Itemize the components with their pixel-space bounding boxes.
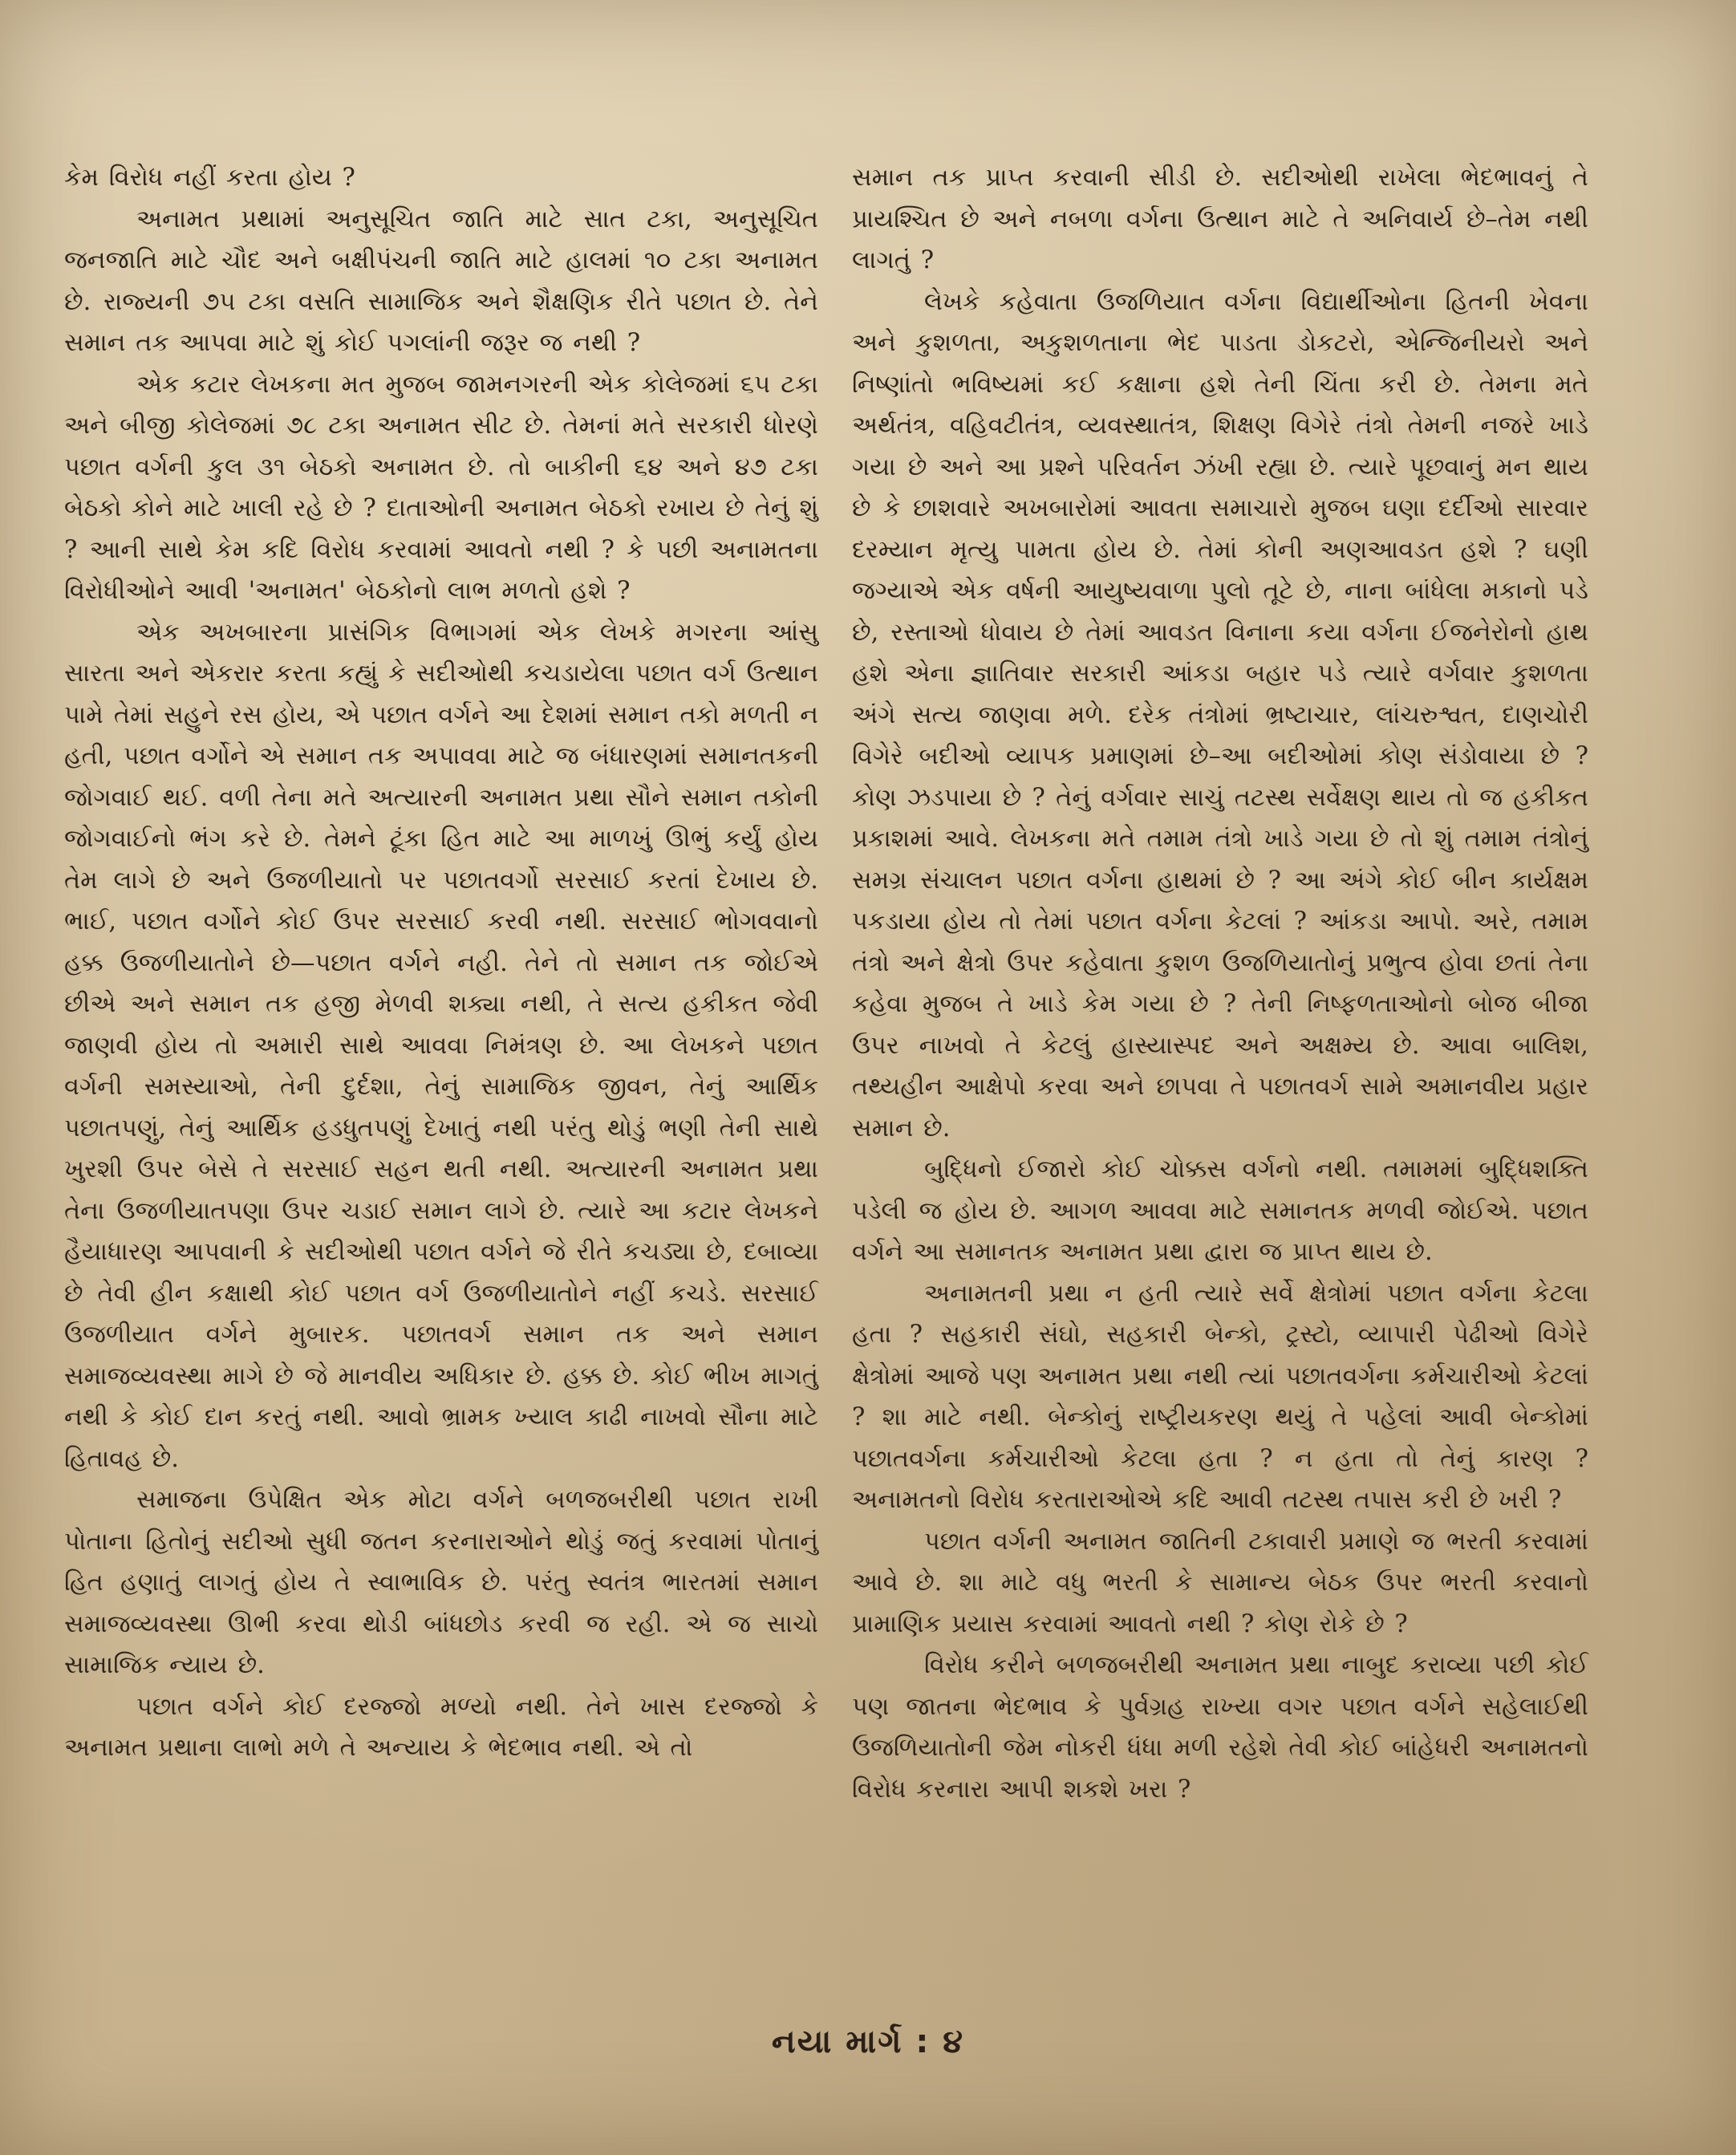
- paragraph: એક કટાર લેખકના મત મુજબ જામનગરની એક કોલેજમાં ૬૫ ટકા અને બીજી કોલેજમાં ૭૮ ટકા અનામત સીટ છે. તેમનાં મતે સરકારી ધોરણે પછાત વર્ગની કુલ ૩૧ બેઠકો અનામત છે. તો બાકીની ૬૪ અને ૪૭ ટકા બેઠકો કોને માટે ખાલી રહે છે ? દાતાઓની અનામત બેઠકો રખાય છે તેનું શું ? આની સાથે કેમ કદિ વિરોધ કરવામાં આવતો નથી ? કે પછી અનામતના વિરોધીઓને આવી 'અનામત' બેઠકોનો લાભ મળતો હશે ?: [64, 370, 818, 605]
- paragraph: એક અખબારના પ્રાસંગિક વિભાગમાં એક લેખકે મગરના આંસુ સારતા અને એકરાર કરતા કહ્યું કે સદીઓથી કચડાયેલા પછાત વર્ગ ઉત્થાન પામે તેમાં સહુને રસ હોય, એ પછાત વર્ગને આ દેશમાં સમાન તકો મળતી ન હતી, પછાત વર્ગોને એ સમાન તક અપાવવા માટે જ બંધારણમાં સમાનતકની જોગવાઈ થઈ. વળી તેના મતે અત્યારની અનામત પ્રથા સૌને સમાન તકોની જોગવાઈનો ભંગ કરે છે. તેમને ટૂંકા હિત માટે આ માળખું ઊભું કર્યું હોય તેમ લાગે છે અને ઉજળીયાતો પર પછાતવર્ગો સરસાઈ કરતાં દેખાય છે. ભાઈ, પછાત વર્ગોને કોઈ ઉપર સરસાઈ કરવી નથી. સરસાઈ ભોગવવાનો હક્ક ઉજળીયાતોને છે—પછાત વર્ગને નહી. તેને તો સમાન તક જોઈએ છીએ અને સમાન તક હજી મેળવી શક્યા નથી, તે સત્ય હકીકત જેવી જાણવી હોય તો અમારી સાથે આવવા નિમંત્રણ છે. આ લેખકને પછાત વર્ગની સમસ્યાઓ, તેની દુર્દશા, તેનું સામાજિક જીવન, તેનું આર્થિક પછાતપણું, તેનું આર્થિક હડધુતપણું દેખાતું નથી પરંતુ થોડું ભણી તેની સાથે ખુરશી ઉપર બેસે તે સરસાઈ સહન થતી નથી. અત્યારની અનામત પ્રથા તેના ઉજળીયાતપણા ઉપર ચડાઈ સમાન લાગે છે. ત્યારે આ કટાર લેખકને હૈયાધારણ આપવાની કે સદીઓથી પછાત વર્ગને જે રીતે કચડ્યા છે, દબાવ્યા છે તેવી હીન કક્ષાથી કોઈ પછાત વર્ગ ઉજળીયાતોને નહીં કચડે. સરસાઈ ઉજળીયાત વર્ગને મુબારક. પછાતવર્ગ સમાન તક અને સમાન સમાજવ્યવસ્થા માગે છે જે માનવીય અધિકાર છે. હક્ક છે. કોઈ ભીખ માગતું નથી કે કોઈ દાન કરતું નથી. આવો ભ્રામક ખ્યાલ કાઢી નાખવો સૌના માટે હિતાવહ છે.: [64, 618, 818, 1473]
- page-footer: નયા માર્ગ : ૪: [771, 2023, 965, 2060]
- paragraph: અનામતની પ્રથા ન હતી ત્યારે સર્વે ક્ષેત્રોમાં પછાત વર્ગના કેટલા હતા ? સહકારી સંઘો, સહકારી બેન્કો, ટ્રસ્ટો, વ્યાપારી પેઢીઓ વિગેરે ક્ષેત્રોમાં આજે પણ અનામત પ્રથા નથી ત્યાં પછાતવર્ગના કર્મચારીઓ કેટલાં ? શા માટે નથી. બેન્કોનું રાષ્ટ્રીયકરણ થયું તે પહેલાં આવી બેન્કોમાં પછાતવર્ગના કર્મચારીઓ કેટલા હતા ? ન હતા તો તેનું કારણ ? અનામતનો વિરોધ કરતારાઓએ કદિ આવી તટસ્થ તપાસ કરી છે ખરી ?: [852, 1279, 1588, 1514]
- right-column: [852, 157, 1588, 1810]
- paragraph: વિરોધ કરીને બળજબરીથી અનામત પ્રથા નાબુદ કરાવ્યા પછી કોઈ પણ જાતના ભેદભાવ કે પુર્વગ્રહ રાખ્યા વગર પછાત વર્ગને સહેલાઈથી ઉજળિયાતોની જેમ નોકરી ધંધા મળી રહેશે તેવી કોઈ બાંહેધરી અનામતનો વિરોધ કરનારા આપી શકશે ખરા ?: [852, 1651, 1588, 1804]
- paragraph: પછાત વર્ગની અનામત જાતિની ટકાવારી પ્રમાણે જ ભરતી કરવામાં આવે છે. શા માટે વધુ ભરતી કે સામાન્ય બેઠક ઉપર ભરતી કરવાનો પ્રામાણિક પ્રયાસ કરવામાં આવતો નથી ? કોણ રોકે છે ?: [852, 1527, 1588, 1638]
- paragraph: બુદ્ધિનો ઈજારો કોઈ ચોક્કસ વર્ગનો નથી. તમામમાં બુદ્ધિશક્તિ પડેલી જ હોય છે. આગળ આવવા માટે સમાનતક મળવી જોઈએ. પછાત વર્ગને આ સમાનતક અનામત પ્રથા દ્વારા જ પ્રાપ્ત થાય છે.: [852, 1155, 1588, 1266]
- paragraph: સમાજના ઉપેક્ષિત એક મોટા વર્ગને બળજબરીથી પછાત રાખી પોતાના હિતોનું સદીઓ સુધી જતન કરનારાઓને થોડું જતું કરવામાં પોતાનું હિત હણાતું લાગતું હોય તે સ્વાભાવિક છે. પરંતુ સ્વતંત્ર ભારતમાં સમાન સમાજવ્યવસ્થા ઊભી કરવા થોડી બાંધછોડ કરવી જ રહી. એ જ સાચો સામાજિક ન્યાય છે.: [64, 1486, 818, 1679]
- paragraph: કેમ વિરોધ નહીં કરતા હોય ?: [64, 164, 355, 192]
- paragraph: પછાત વર્ગને કોઈ દરજ્જો મળ્યો નથી. તેને ખાસ દરજ્જો કે અનામત પ્રથાના લાભો મળે તે અન્યાય કે ભેદભાવ નથી. એ તો: [64, 1692, 818, 1762]
- paragraph: અનામત પ્રથામાં અનુસૂચિત જાતિ માટે સાત ટકા, અનુસૂચિત જનજાતિ માટે ચૌદ અને બક્ષીપંચની જાતિ માટે હાલમાં ૧૦ ટકા અનામત છે. રાજ્યની ૭૫ ટકા વસતિ સામાજિક અને શૈક્ષણિક રીતે પછાત છે. તેને સમાન તક આપવા માટે શું કોઈ પગલાંની જરૂર જ નથી ?: [64, 205, 818, 357]
- paragraph: સમાન તક પ્રાપ્ત કરવાની સીડી છે. સદીઓથી રાખેલા ભેદભાવનું તે પ્રાયશ્ચિત છે અને નબળા વર્ગના ઉત્થાન માટે તે અનિવાર્ય છે–તેમ નથી લાગતું ?: [852, 164, 1588, 274]
- left-column: [64, 157, 818, 1769]
- paragraph: લેખકે કહેવાતા ઉજળિયાત વર્ગના વિદ્યાર્થીઓના હિતની ખેવના અને કુશળતા, અકુશળતાના ભેદ પાડતા ડોકટરો, એન્જિનીયરો અને નિષ્ણાંતો ભવિષ્યમાં કઈ કક્ષાના હશે તેની ચિંતા કરી છે. તેમના મતે અર્થતંત્ર, વહિવટીતંત્ર, વ્યવસ્થાતંત્ર, શિક્ષણ વિગેરે તંત્રો તેમની નજરે ખાડે ગયા છે અને આ પ્રશ્ને પરિવર્તન ઝંખી રહ્યા છે. ત્યારે પૂછવાનું મન થાય છે કે છાશવારે અખબારોમાં આવતા સમાચારો મુજબ ઘણા દર્દીઓ સારવાર દરમ્યાન મૃત્યુ પામતા હોય છે. તેમાં કોની અણઆવડત હશે ? ઘણી જગ્યાએ એક વર્ષની આયુષ્યવાળા પુલો તૂટે છે, નાના બાંધેલા મકાનો પડે છે, રસ્તાઓ ધોવાય છે તેમાં આવડત વિનાના કયા વર્ગના ઈજનેરોનો હાથ હશે એના જ્ઞાતિવાર સરકારી આંકડા બહાર પડે ત્યારે વર્ગવાર કુશળતા અંગે સત્ય જાણવા મળે. દરેક તંત્રોમાં ભ્રષ્ટાચાર, લાંચરુશ્વત, દાણચોરી વિગેરે બદીઓ વ્યાપક પ્રમાણમાં છે–આ બદીઓમાં કોણ સંડોવાયા છે ? કોણ ઝડપાયા છે ? તેનું વર્ગવાર સાચું તટસ્થ સર્વેક્ષણ થાય તો જ હકીકત પ્રકાશમાં આવે. લેખકના મતે તમામ તંત્રો ખાડે ગયા છે તો શું તમામ તંત્રોનું સમગ્ર સંચાલન પછાત વર્ગના હાથમાં છે ? આ અંગે કોઈ બીન કાર્યક્ષમ પકડાયા હોય તો તેમાં પછાત વર્ગના કેટલાં ? આંકડા આપો. અરે, તમામ તંત્રો અને ક્ષેત્રો ઉપર કહેવાતા કુશળ ઉજળિયાતોનું પ્રભુત્વ હોવા છતાં તેના કહેવા મુજબ તે ખાડે કેમ ગયા છે ? તેની નિષ્ફળતાઓનો બોજ બીજા ઉપર નાખવો તે કેટલું હાસ્યાસ્પદ અને અક્ષમ્ય છે. આવા બાલિશ, તથ્યહીન આક્ષેપો કરવા અને છાપવા તે પછાતવર્ગ સામે અમાનવીય પ્રહાર સમાન છે.: [852, 287, 1588, 1142]
